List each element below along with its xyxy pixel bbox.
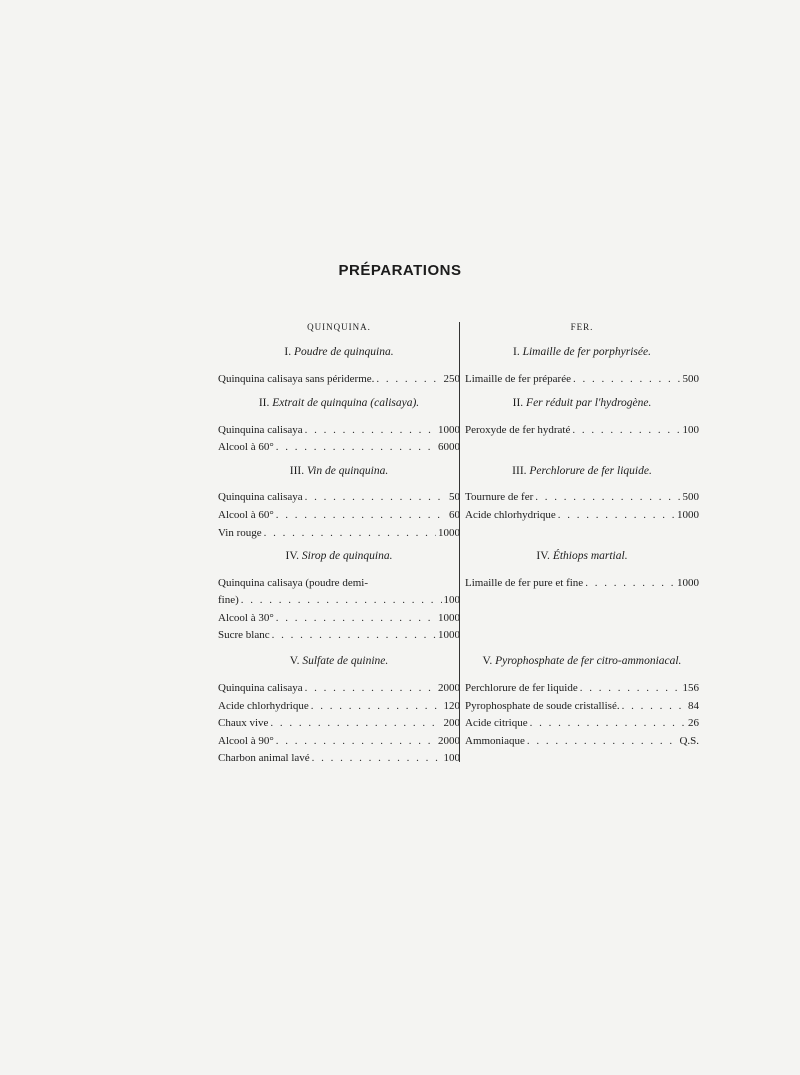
recipe-item: Quinquina calisaya (poudre demi-	[218, 577, 368, 589]
section-title: II. Extrait de quinquina (calisaya).	[258, 397, 420, 409]
section-title: V. Sulfate de quinine.	[289, 655, 389, 667]
section-title: IV. Sirop de quinquina.	[285, 550, 393, 562]
recipe-item: Quinquina calisaya . . . 1000	[218, 424, 460, 436]
recipe-item: Quinquina calisaya . . . 2000	[218, 682, 460, 694]
recipe-item: Alcool à 60° . . . 60	[218, 509, 460, 521]
column-header: QUINQUINA.	[307, 322, 371, 332]
section-title: I. Poudre de quinquina.	[284, 346, 394, 358]
recipe-item: Quinquina calisaya . . . 50	[218, 491, 460, 503]
recipe-item: Vin rouge . . . 1000	[218, 527, 460, 539]
recipe-item: Chaux vive . . . 200	[218, 717, 460, 729]
column-header: FER.	[570, 322, 594, 332]
recipe-item: fine) . . . 100	[218, 594, 460, 606]
section-title: V. Pyrophosphate de fer citro-ammoniacal.	[482, 655, 682, 667]
section-title: III. Perchlorure de fer liquide.	[512, 465, 652, 477]
section-title: II. Fer réduit par l'hydrogène.	[512, 397, 652, 409]
section-title: III. Vin de quinquina.	[289, 465, 389, 477]
recipe-item: Alcool à 60° . . . 6000	[218, 441, 460, 453]
recipe-item: Acide chlorhydrique . . . 120	[218, 700, 460, 712]
recipe-item: Limaille de fer pure et fine . . . 1000	[465, 577, 699, 589]
recipe-item: Acide citrique . . . 26	[465, 717, 699, 729]
recipe-item: Peroxyde de fer hydraté . . . 100	[465, 424, 699, 436]
recipe-item: Perchlorure de fer liquide . . . 156	[465, 682, 699, 694]
recipe-item: Sucre blanc . . . 1000	[218, 629, 460, 641]
section-title: IV. Éthiops martial.	[536, 550, 628, 562]
recipe-item: Tournure de fer . . . 500	[465, 491, 699, 503]
recipe-item: Acide chlorhydrique . . . 1000	[465, 509, 699, 521]
recipe-item: Limaille de fer préparée . . . 500	[465, 373, 699, 385]
section-title: I. Limaille de fer porphyrisée.	[513, 346, 651, 358]
recipe-item: Alcool à 90° . . . 2000	[218, 735, 460, 747]
recipe-item: Pyrophosphate de soude cristallisé. . . . 84	[465, 700, 699, 712]
page-title: PRÉPARATIONS	[338, 262, 462, 279]
recipe-item: Ammoniaque . . . Q.S.	[465, 735, 699, 747]
column-divider	[459, 322, 460, 762]
recipe-item: Charbon animal lavé . . . 100	[218, 752, 460, 764]
recipe-item: Alcool à 30° . . . 1000	[218, 612, 460, 624]
recipe-item: Quinquina calisaya sans périderme. . . . 250	[218, 373, 460, 385]
